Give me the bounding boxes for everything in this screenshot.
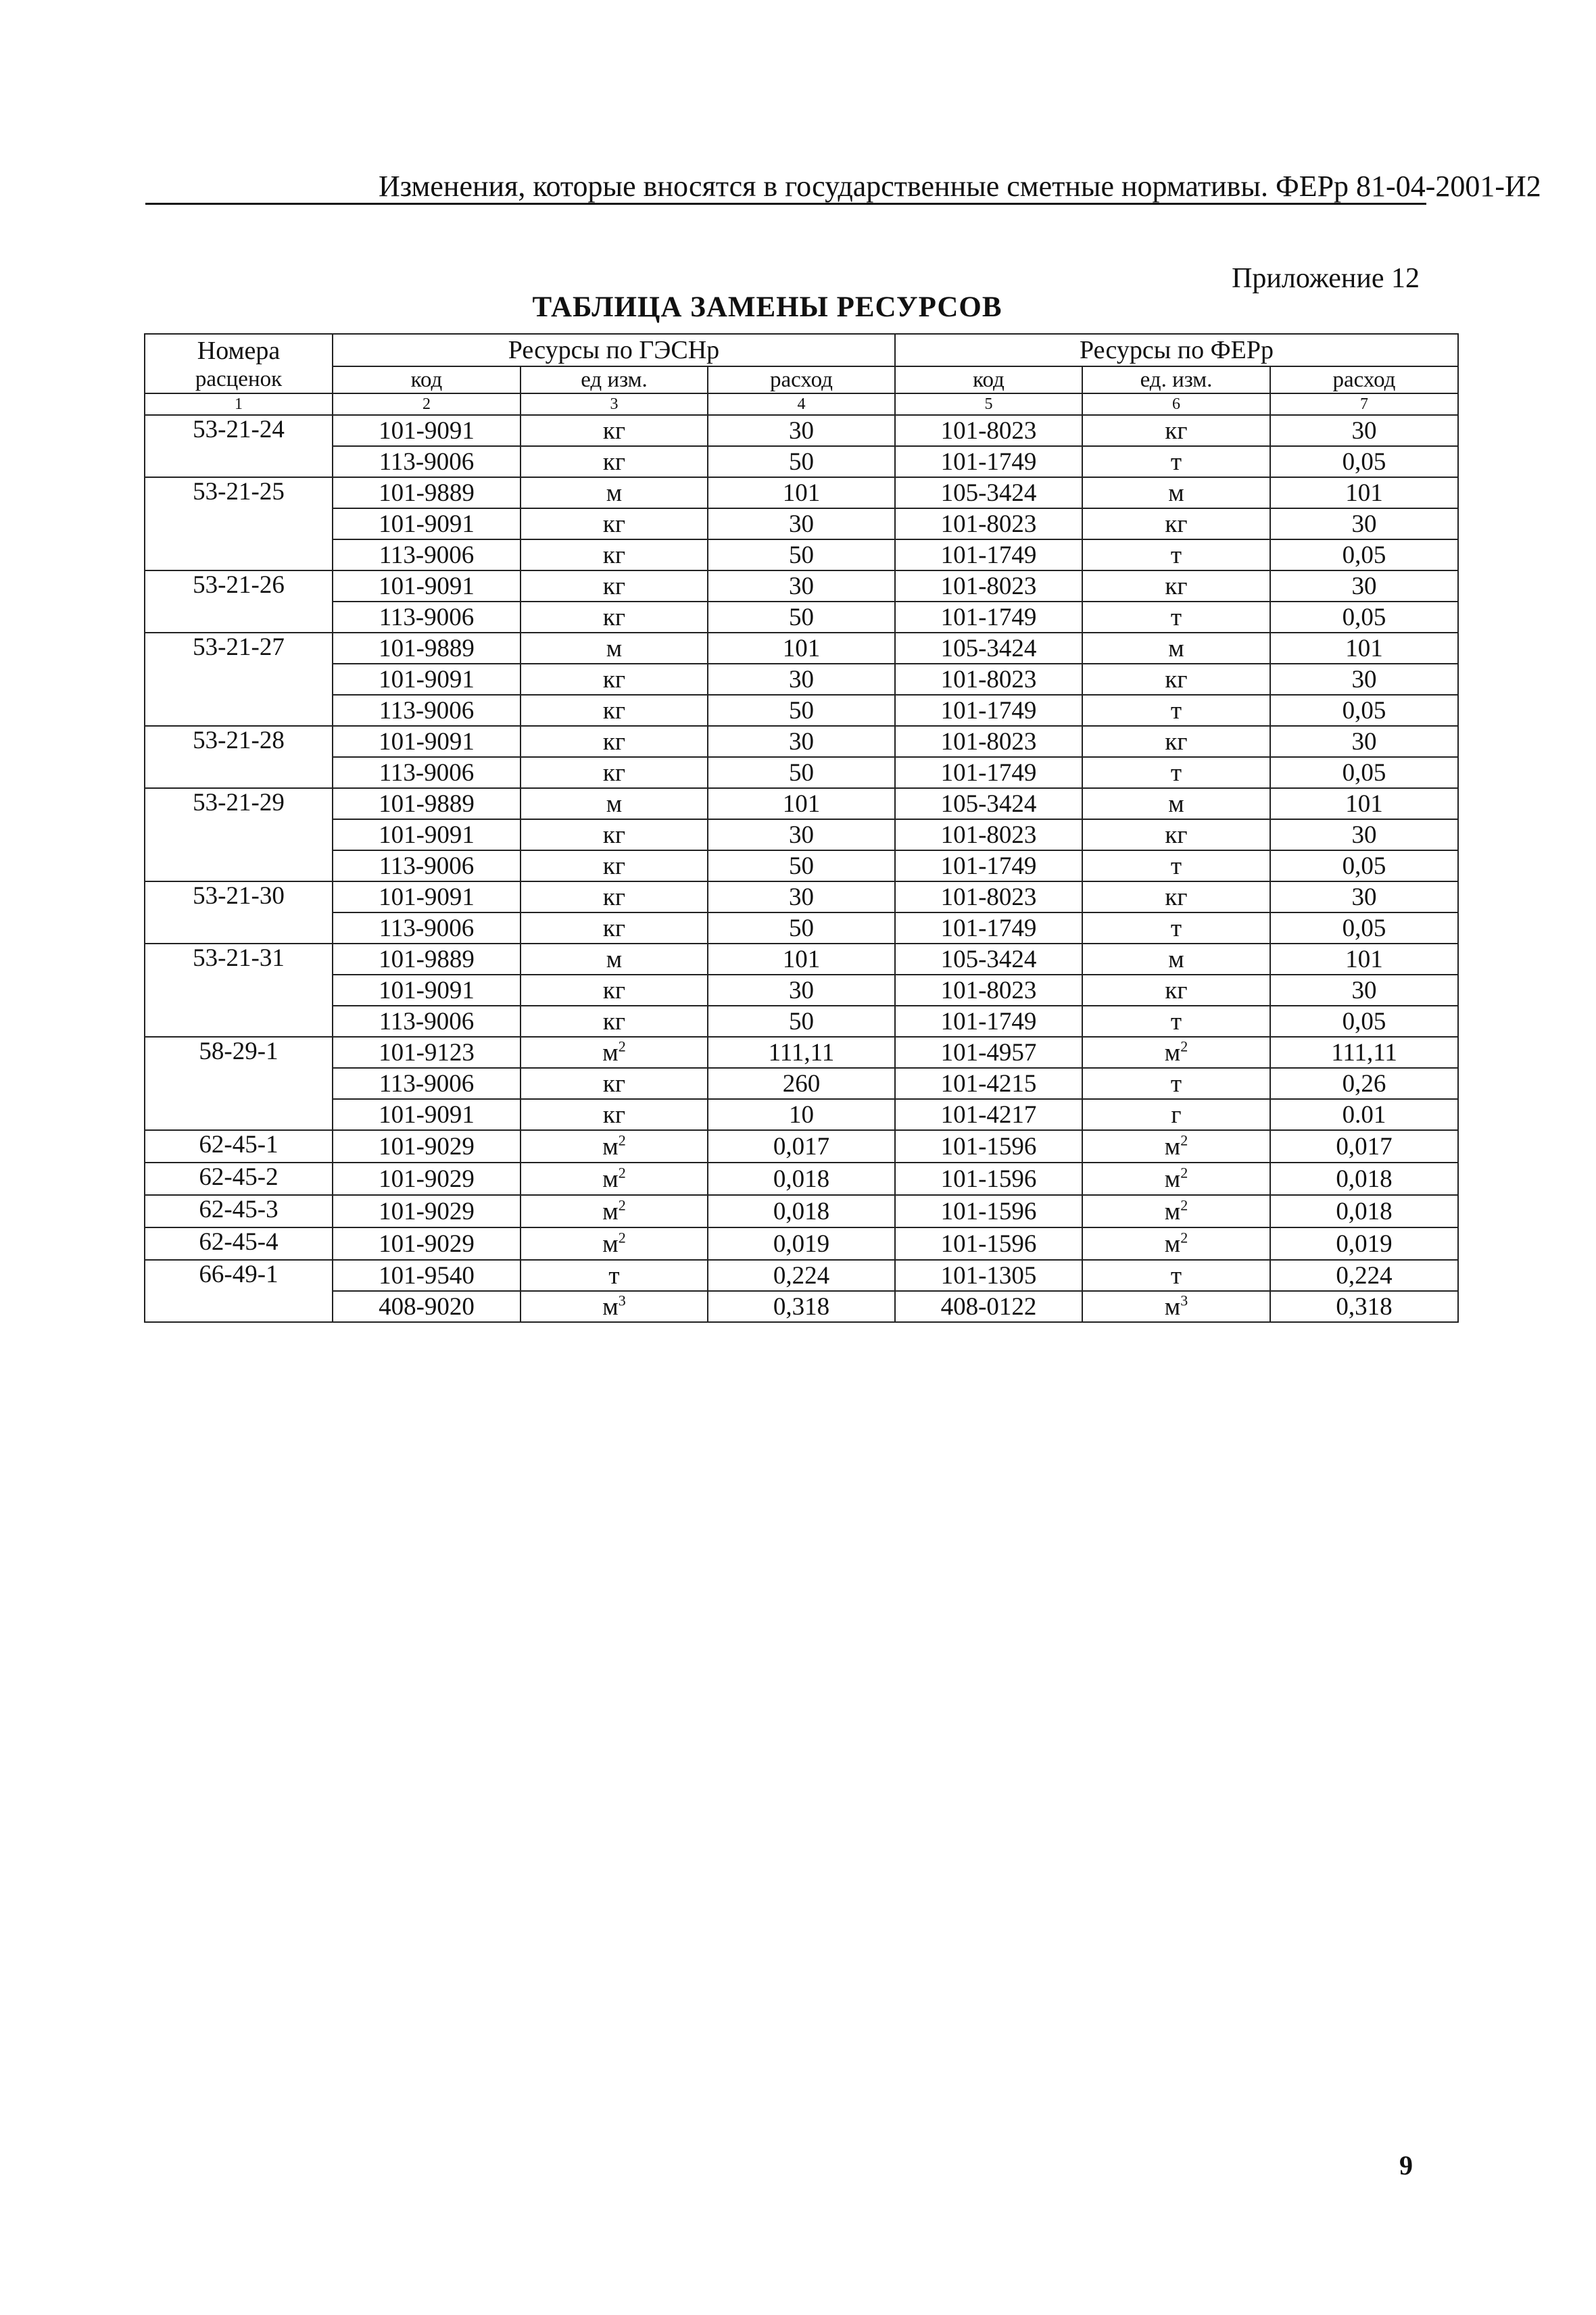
fer-expense-cell: 0,018 xyxy=(1270,1195,1458,1227)
fer-unit-cell: кг xyxy=(1082,975,1270,1006)
fer-expense-cell: 101 xyxy=(1270,944,1458,975)
unit-text: м xyxy=(1164,1165,1181,1193)
gesn-unit-cell: кг xyxy=(521,664,708,695)
unit-text: м xyxy=(1164,1292,1181,1321)
fer-expense-cell: 30 xyxy=(1270,508,1458,539)
gesn-unit-cell: кг xyxy=(521,539,708,570)
fer-code-cell: 101-4217 xyxy=(895,1099,1082,1130)
col-header-rate-numbers-line1: Номера xyxy=(145,334,333,366)
unit-exponent: 2 xyxy=(1180,1131,1188,1149)
gesn-expense-cell: 0,019 xyxy=(708,1227,895,1260)
fer-code-cell: 101-1749 xyxy=(895,695,1082,726)
fer-unit-cell: т xyxy=(1082,602,1270,633)
fer-unit-cell: м xyxy=(1082,944,1270,975)
fer-expense-cell: 111,11 xyxy=(1270,1037,1458,1068)
fer-unit-cell: кг xyxy=(1082,726,1270,757)
col-header-fer-expense: расход xyxy=(1270,366,1458,393)
gesn-code-cell: 101-9889 xyxy=(333,633,521,664)
fer-expense-cell: 0,05 xyxy=(1270,695,1458,726)
col-header-fer-code: код xyxy=(895,366,1082,393)
fer-unit-cell: м xyxy=(1082,633,1270,664)
col-header-rate-numbers-line2: расценок xyxy=(145,366,333,393)
col-number: 5 xyxy=(895,393,1082,415)
fer-expense-cell: 30 xyxy=(1270,819,1458,850)
fer-unit-cell: кг xyxy=(1082,508,1270,539)
unit-text: м xyxy=(602,1229,619,1258)
unit-exponent: 2 xyxy=(618,1196,626,1214)
table-row xyxy=(145,570,1458,602)
table-row xyxy=(145,1068,1458,1099)
gesn-code-cell: 101-9091 xyxy=(333,726,521,757)
gesn-expense-cell: 30 xyxy=(708,726,895,757)
gesn-expense-cell: 30 xyxy=(708,415,895,446)
unit-exponent: 3 xyxy=(1180,1292,1188,1309)
table-row xyxy=(145,539,1458,570)
gesn-code-cell: 101-9091 xyxy=(333,570,521,602)
table-row xyxy=(145,633,1458,664)
rate-number-cell: 62-45-2 xyxy=(145,1163,333,1195)
gesn-expense-cell: 50 xyxy=(708,539,895,570)
fer-unit-cell xyxy=(1082,1227,1270,1260)
table-header-row-1 xyxy=(145,334,1458,366)
table-row xyxy=(145,477,1458,508)
fer-unit-cell xyxy=(1082,1037,1270,1068)
fer-expense-cell: 0.01 xyxy=(1270,1099,1458,1130)
col-number: 6 xyxy=(1082,393,1270,415)
fer-unit-cell: кг xyxy=(1082,570,1270,602)
unit-text: м xyxy=(1164,1229,1181,1258)
fer-code-cell: 408-0122 xyxy=(895,1291,1082,1322)
fer-unit-cell: т xyxy=(1082,695,1270,726)
gesn-unit-cell xyxy=(521,1163,708,1195)
gesn-unit-cell: кг xyxy=(521,415,708,446)
fer-code-cell: 101-1596 xyxy=(895,1130,1082,1163)
table-row xyxy=(145,788,1458,819)
gesn-unit-cell xyxy=(521,1291,708,1322)
column-numbers-row xyxy=(145,393,1458,415)
col-group-gesn: Ресурсы по ГЭСНр xyxy=(333,334,895,366)
fer-expense-cell: 0,019 xyxy=(1270,1227,1458,1260)
table-row xyxy=(145,1163,1458,1195)
gesn-code-cell: 408-9020 xyxy=(333,1291,521,1322)
fer-unit-cell: т xyxy=(1082,850,1270,881)
fer-unit-cell xyxy=(1082,1291,1270,1322)
fer-expense-cell: 0,318 xyxy=(1270,1291,1458,1322)
fer-unit-cell: т xyxy=(1082,446,1270,477)
fer-expense-cell: 0,26 xyxy=(1270,1068,1458,1099)
fer-code-cell: 101-1749 xyxy=(895,757,1082,788)
gesn-code-cell: 101-9091 xyxy=(333,819,521,850)
gesn-unit-cell: кг xyxy=(521,881,708,912)
gesn-code-cell: 101-9091 xyxy=(333,1099,521,1130)
gesn-unit-cell: м xyxy=(521,633,708,664)
rate-number-cell: 53-21-28 xyxy=(145,726,333,788)
unit-exponent: 2 xyxy=(618,1131,626,1149)
gesn-expense-cell: 260 xyxy=(708,1068,895,1099)
gesn-expense-cell: 30 xyxy=(708,975,895,1006)
fer-expense-cell: 0,224 xyxy=(1270,1260,1458,1291)
table-row xyxy=(145,912,1458,944)
gesn-code-cell: 101-9091 xyxy=(333,975,521,1006)
table-row xyxy=(145,1260,1458,1291)
unit-exponent: 2 xyxy=(618,1229,626,1246)
fer-expense-cell: 0,05 xyxy=(1270,539,1458,570)
fer-code-cell: 101-8023 xyxy=(895,415,1082,446)
unit-text: м xyxy=(602,1197,619,1225)
fer-code-cell: 101-4215 xyxy=(895,1068,1082,1099)
fer-code-cell: 101-8023 xyxy=(895,726,1082,757)
fer-expense-cell: 30 xyxy=(1270,664,1458,695)
gesn-expense-cell: 50 xyxy=(708,446,895,477)
unit-text: м xyxy=(1164,1197,1181,1225)
rate-number-cell: 53-21-25 xyxy=(145,477,333,570)
table-title: ТАБЛИЦА ЗАМЕНЫ РЕСУРСОВ xyxy=(532,291,1002,323)
gesn-expense-cell: 101 xyxy=(708,788,895,819)
col-number: 7 xyxy=(1270,393,1458,415)
gesn-code-cell: 101-9091 xyxy=(333,881,521,912)
fer-code-cell: 101-8023 xyxy=(895,819,1082,850)
unit-text: м xyxy=(602,1165,619,1193)
unit-exponent: 2 xyxy=(1180,1196,1188,1214)
rate-number-cell: 53-21-29 xyxy=(145,788,333,881)
col-header-gesn-unit: ед изм. xyxy=(521,366,708,393)
table-row xyxy=(145,446,1458,477)
gesn-unit-cell: кг xyxy=(521,695,708,726)
fer-expense-cell: 30 xyxy=(1270,415,1458,446)
unit-text: м xyxy=(602,1292,619,1321)
rate-number-cell: 66-49-1 xyxy=(145,1260,333,1322)
fer-code-cell: 101-8023 xyxy=(895,508,1082,539)
unit-text: м xyxy=(1164,1132,1181,1161)
gesn-unit-cell xyxy=(521,1195,708,1227)
col-number: 4 xyxy=(708,393,895,415)
gesn-unit-cell: м xyxy=(521,788,708,819)
fer-expense-cell: 30 xyxy=(1270,975,1458,1006)
gesn-expense-cell: 0,224 xyxy=(708,1260,895,1291)
fer-unit-cell: кг xyxy=(1082,664,1270,695)
fer-expense-cell: 0,05 xyxy=(1270,912,1458,944)
table-body xyxy=(145,415,1458,1322)
unit-exponent: 2 xyxy=(1180,1038,1188,1055)
table-row xyxy=(145,975,1458,1006)
gesn-unit-cell: кг xyxy=(521,508,708,539)
gesn-unit-cell xyxy=(521,1227,708,1260)
fer-expense-cell: 0,05 xyxy=(1270,850,1458,881)
gesn-unit-cell: кг xyxy=(521,1006,708,1037)
fer-code-cell: 105-3424 xyxy=(895,944,1082,975)
fer-unit-cell: м xyxy=(1082,788,1270,819)
table-header-row-2 xyxy=(145,366,1458,393)
gesn-code-cell: 101-9889 xyxy=(333,788,521,819)
gesn-code-cell: 101-9029 xyxy=(333,1163,521,1195)
fer-code-cell: 101-8023 xyxy=(895,570,1082,602)
table-row xyxy=(145,819,1458,850)
fer-expense-cell: 0,05 xyxy=(1270,757,1458,788)
gesn-unit-cell: т xyxy=(521,1260,708,1291)
table-row xyxy=(145,664,1458,695)
rate-number-cell: 58-29-1 xyxy=(145,1037,333,1130)
fer-expense-cell: 30 xyxy=(1270,726,1458,757)
fer-unit-cell: кг xyxy=(1082,881,1270,912)
table-row xyxy=(145,1195,1458,1227)
gesn-expense-cell: 10 xyxy=(708,1099,895,1130)
gesn-code-cell: 101-9123 xyxy=(333,1037,521,1068)
gesn-expense-cell: 50 xyxy=(708,757,895,788)
gesn-expense-cell: 50 xyxy=(708,912,895,944)
fer-code-cell: 105-3424 xyxy=(895,477,1082,508)
fer-expense-cell: 0,05 xyxy=(1270,1006,1458,1037)
gesn-expense-cell: 30 xyxy=(708,881,895,912)
gesn-unit-cell xyxy=(521,1130,708,1163)
gesn-expense-cell: 0,017 xyxy=(708,1130,895,1163)
gesn-unit-cell: кг xyxy=(521,726,708,757)
fer-unit-cell xyxy=(1082,1130,1270,1163)
unit-exponent: 2 xyxy=(618,1038,626,1055)
gesn-expense-cell: 30 xyxy=(708,508,895,539)
fer-expense-cell: 0,017 xyxy=(1270,1130,1458,1163)
running-header: Изменения, которые вносятся в государственные сметные нормативы. ФЕРр 81-04-2001-И2 xyxy=(379,170,1541,203)
fer-code-cell: 101-1749 xyxy=(895,602,1082,633)
fer-unit-cell: м xyxy=(1082,477,1270,508)
fer-expense-cell: 30 xyxy=(1270,881,1458,912)
unit-text: м xyxy=(1164,1038,1181,1067)
fer-expense-cell: 101 xyxy=(1270,788,1458,819)
fer-code-cell: 105-3424 xyxy=(895,788,1082,819)
gesn-expense-cell: 101 xyxy=(708,944,895,975)
gesn-code-cell: 101-9889 xyxy=(333,944,521,975)
gesn-unit-cell: кг xyxy=(521,570,708,602)
gesn-code-cell: 113-9006 xyxy=(333,695,521,726)
table-row xyxy=(145,1130,1458,1163)
table-row xyxy=(145,508,1458,539)
gesn-expense-cell: 30 xyxy=(708,570,895,602)
gesn-unit-cell: кг xyxy=(521,975,708,1006)
gesn-unit-cell: кг xyxy=(521,446,708,477)
fer-unit-cell xyxy=(1082,1195,1270,1227)
col-header-fer-unit: ед. изм. xyxy=(1082,366,1270,393)
fer-unit-cell xyxy=(1082,1163,1270,1195)
gesn-code-cell: 113-9006 xyxy=(333,1006,521,1037)
col-number: 1 xyxy=(145,393,333,415)
col-header-gesn-code: код xyxy=(333,366,521,393)
unit-exponent: 2 xyxy=(1180,1229,1188,1246)
gesn-code-cell: 101-9540 xyxy=(333,1260,521,1291)
fer-unit-cell: т xyxy=(1082,1260,1270,1291)
table-row xyxy=(145,757,1458,788)
gesn-expense-cell: 50 xyxy=(708,1006,895,1037)
rate-number-cell: 62-45-4 xyxy=(145,1227,333,1260)
gesn-expense-cell: 111,11 xyxy=(708,1037,895,1068)
gesn-code-cell: 101-9029 xyxy=(333,1227,521,1260)
gesn-expense-cell: 30 xyxy=(708,664,895,695)
fer-expense-cell: 0,018 xyxy=(1270,1163,1458,1195)
gesn-unit-cell: кг xyxy=(521,1068,708,1099)
header-rule xyxy=(145,203,1426,205)
fer-unit-cell: т xyxy=(1082,757,1270,788)
unit-text: м xyxy=(602,1038,619,1067)
table-row xyxy=(145,1291,1458,1322)
gesn-code-cell: 101-9029 xyxy=(333,1195,521,1227)
fer-code-cell: 101-1596 xyxy=(895,1163,1082,1195)
unit-exponent: 2 xyxy=(618,1164,626,1181)
gesn-unit-cell: кг xyxy=(521,912,708,944)
table-row xyxy=(145,695,1458,726)
table-row xyxy=(145,415,1458,446)
fer-unit-cell: кг xyxy=(1082,819,1270,850)
table-row xyxy=(145,602,1458,633)
rate-number-cell: 53-21-30 xyxy=(145,881,333,944)
gesn-expense-cell: 101 xyxy=(708,477,895,508)
gesn-code-cell: 113-9006 xyxy=(333,539,521,570)
gesn-unit-cell: кг xyxy=(521,819,708,850)
gesn-code-cell: 101-9889 xyxy=(333,477,521,508)
fer-code-cell: 101-1749 xyxy=(895,1006,1082,1037)
gesn-expense-cell: 0,018 xyxy=(708,1163,895,1195)
gesn-expense-cell: 30 xyxy=(708,819,895,850)
gesn-unit-cell: кг xyxy=(521,602,708,633)
fer-code-cell: 101-8023 xyxy=(895,881,1082,912)
resource-replacement-table xyxy=(144,333,1459,1323)
table-row xyxy=(145,1227,1458,1260)
gesn-code-cell: 113-9006 xyxy=(333,757,521,788)
gesn-code-cell: 113-9006 xyxy=(333,446,521,477)
appendix-label: Приложение 12 xyxy=(1232,263,1420,294)
fer-expense-cell: 30 xyxy=(1270,570,1458,602)
rate-number-cell: 53-21-27 xyxy=(145,633,333,726)
unit-exponent: 2 xyxy=(1180,1164,1188,1181)
fer-unit-cell: г xyxy=(1082,1099,1270,1130)
fer-code-cell: 101-8023 xyxy=(895,975,1082,1006)
gesn-code-cell: 113-9006 xyxy=(333,850,521,881)
gesn-unit-cell xyxy=(521,1037,708,1068)
gesn-expense-cell: 0,318 xyxy=(708,1291,895,1322)
gesn-expense-cell: 0,018 xyxy=(708,1195,895,1227)
fer-expense-cell: 101 xyxy=(1270,477,1458,508)
fer-unit-cell: кг xyxy=(1082,415,1270,446)
table-row xyxy=(145,1037,1458,1068)
gesn-unit-cell: кг xyxy=(521,1099,708,1130)
fer-unit-cell: т xyxy=(1082,539,1270,570)
gesn-expense-cell: 50 xyxy=(708,695,895,726)
fer-code-cell: 101-1596 xyxy=(895,1227,1082,1260)
col-number: 2 xyxy=(333,393,521,415)
fer-code-cell: 101-1749 xyxy=(895,446,1082,477)
fer-code-cell: 101-1305 xyxy=(895,1260,1082,1291)
rate-number-cell: 53-21-24 xyxy=(145,415,333,477)
gesn-expense-cell: 50 xyxy=(708,850,895,881)
fer-expense-cell: 101 xyxy=(1270,633,1458,664)
gesn-code-cell: 101-9091 xyxy=(333,415,521,446)
table-row xyxy=(145,944,1458,975)
fer-expense-cell: 0,05 xyxy=(1270,446,1458,477)
fer-code-cell: 101-1749 xyxy=(895,912,1082,944)
gesn-code-cell: 113-9006 xyxy=(333,1068,521,1099)
gesn-unit-cell: кг xyxy=(521,850,708,881)
gesn-code-cell: 113-9006 xyxy=(333,912,521,944)
fer-code-cell: 101-4957 xyxy=(895,1037,1082,1068)
fer-expense-cell: 0,05 xyxy=(1270,602,1458,633)
gesn-code-cell: 113-9006 xyxy=(333,602,521,633)
unit-text: м xyxy=(602,1132,619,1161)
page-number: 9 xyxy=(1399,2150,1413,2180)
table-row xyxy=(145,1006,1458,1037)
col-group-fer: Ресурсы по ФЕРр xyxy=(895,334,1458,366)
rate-number-cell: 62-45-3 xyxy=(145,1195,333,1227)
fer-unit-cell: т xyxy=(1082,1006,1270,1037)
unit-exponent: 3 xyxy=(618,1292,626,1309)
gesn-expense-cell: 50 xyxy=(708,602,895,633)
fer-code-cell: 101-1596 xyxy=(895,1195,1082,1227)
table-row xyxy=(145,850,1458,881)
fer-code-cell: 101-1749 xyxy=(895,850,1082,881)
gesn-code-cell: 101-9091 xyxy=(333,664,521,695)
gesn-code-cell: 101-9029 xyxy=(333,1130,521,1163)
fer-unit-cell: т xyxy=(1082,1068,1270,1099)
col-header-gesn-expense: расход xyxy=(708,366,895,393)
fer-unit-cell: т xyxy=(1082,912,1270,944)
rate-number-cell: 53-21-26 xyxy=(145,570,333,633)
gesn-unit-cell: м xyxy=(521,944,708,975)
rate-number-cell: 53-21-31 xyxy=(145,944,333,1037)
fer-code-cell: 105-3424 xyxy=(895,633,1082,664)
gesn-code-cell: 101-9091 xyxy=(333,508,521,539)
gesn-unit-cell: м xyxy=(521,477,708,508)
table-row xyxy=(145,881,1458,912)
table-row xyxy=(145,726,1458,757)
gesn-unit-cell: кг xyxy=(521,757,708,788)
fer-code-cell: 101-1749 xyxy=(895,539,1082,570)
rate-number-cell: 62-45-1 xyxy=(145,1130,333,1163)
col-number: 3 xyxy=(521,393,708,415)
table-row xyxy=(145,1099,1458,1130)
fer-code-cell: 101-8023 xyxy=(895,664,1082,695)
gesn-expense-cell: 101 xyxy=(708,633,895,664)
